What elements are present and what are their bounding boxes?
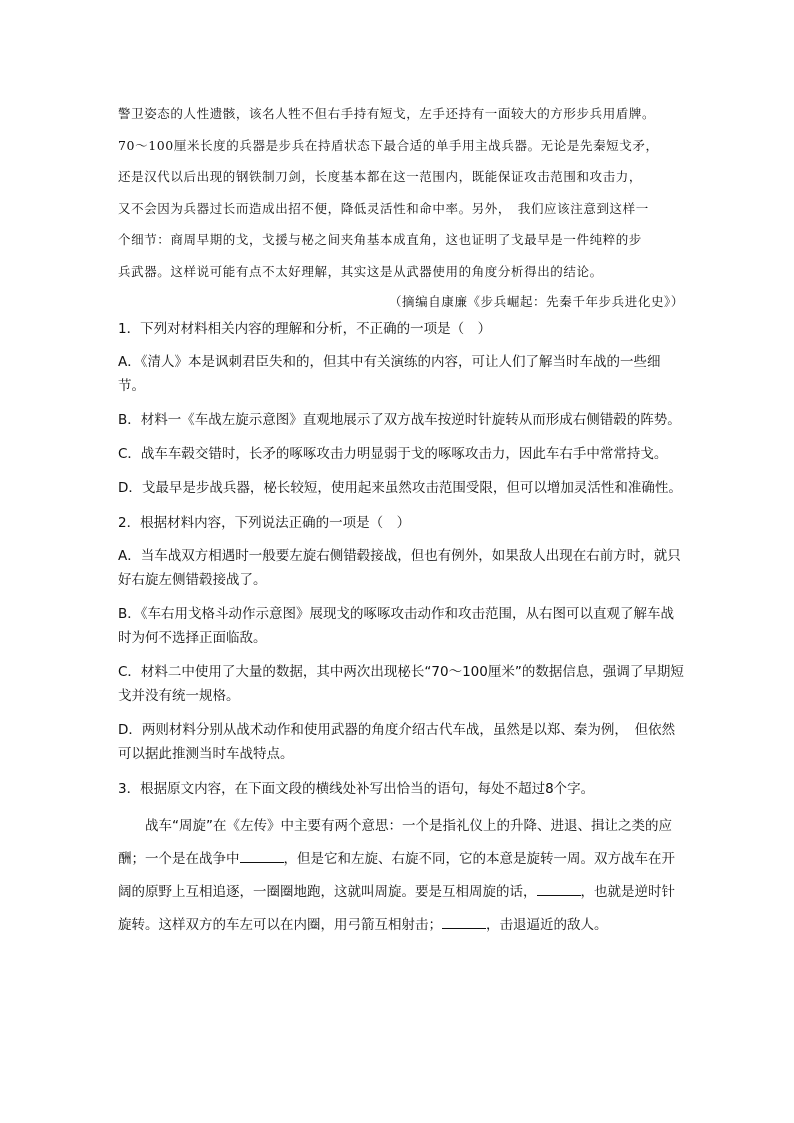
passage-line: 兵武器。这样说可能有点不太好理解，其实这是从武器使用的角度分析得出的结论。 <box>118 263 603 279</box>
fill-in-paragraph <box>118 810 684 942</box>
answer-blank[interactable] <box>442 914 486 929</box>
question-3 <box>118 778 684 942</box>
question-2 <box>118 512 684 766</box>
passage-line: 70～100厘米长度的兵器是步兵在持盾状态下最合适的单手用主战兵器。无论是先秦短戈矛， <box>118 137 659 153</box>
option-a: A．《清人》本是讽刺君臣失和的，但其中有关演练的内容，可让人们了解当时车战的一些细节。 <box>118 354 661 394</box>
option-d: D．戈最早是步战兵器，柲长较短，使用起来虽然攻击范围受限，但可以增加灵活性和准确性。 <box>118 480 682 496</box>
question-1 <box>118 318 684 500</box>
question-stem: 3．根据原文内容，在下面文段的横线处补写出恰当的语句，每处不超过8个字。 <box>118 781 595 797</box>
questions-section <box>118 318 684 942</box>
passage-line: 还是汉代以后出现的钢铁制刀剑，长度基本都在这一范围内，既能保证攻击范围和攻击力， <box>118 169 643 184</box>
passage-line: 又不会因为兵器过长而造成出招不便，降低灵活性和命中率。另外， 我们应该注意到这样一 <box>118 200 649 216</box>
paragraph-text: ，击退逼近的敌人。 <box>486 917 608 933</box>
option-c: C．材料二中使用了大量的数据，其中两次出现柲长“70～100厘米”的数据信息，强调了早期短戈并没有统一规格。 <box>118 664 684 704</box>
answer-blank[interactable] <box>240 848 284 863</box>
option-b: B．材料一《车战左旋示意图》直观地展示了双方战车按逆时针旋转从而形成右侧错毂的阵势。 <box>118 412 681 428</box>
paragraph-text: ，也就是逆时针旋转。这样双方的车左可以在内圈，用弓箭互相射击； <box>118 884 675 933</box>
passage-line: 个细节：商周早期的戈，戈援与柲之间夹角基本成直角，这也证明了戈最早是一件纯粹的步 <box>118 232 643 247</box>
reading-passage <box>118 103 684 313</box>
question-stem: 2．根据材料内容，下列说法正确的一项是（ ） <box>118 515 411 531</box>
option-c: C．战车车毂交错时，长矛的啄啄攻击力明显弱于戈的啄啄攻击力，因此车右手中常常持戈。 <box>118 446 668 462</box>
option-a: A．当车战双方相遇时一般要左旋右侧错毂接战，但也有例外，如果敌人出现在右前方时，就只好右旋左侧错毂接战了。 <box>118 548 681 588</box>
paragraph-text: ，但是它和左旋、右旋不同，它的本意是旋转一周。双方战车在开阔的原野上互相追逐，一圈圈地跑，这就叫周旋。要是互相周旋的话， <box>118 851 675 900</box>
passage-source: （摘编自康廉《步兵崛起：先秦千年步兵进化史》） <box>388 294 684 309</box>
passage-line: 警卫姿态的人性遗骸，该名人牲不但右手持有短戈，左手还持有一面较大的方形步兵用盾牌。 <box>118 106 656 121</box>
answer-blank[interactable] <box>537 881 581 896</box>
question-stem: 1．下列对材料相关内容的理解和分析，不正确的一项是（ ） <box>118 321 492 337</box>
paragraph-text: 战车“周旋”在《左传》中主要有两个意思：一个是指礼仪上的升降、进退、揖让之类的应酬；一个是在战争中 <box>118 818 672 867</box>
option-d: D．两则材料分别从战术动作和使用武器的角度介绍古代车战，虽然是以郑、秦为例， 但依然可以据此推测当时车战特点。 <box>118 722 676 762</box>
option-b: B．《车右用戈格斗动作示意图》展现戈的啄啄攻击动作和攻击范围，从右图可以直观了解车战时为何不选择正面临敌。 <box>118 606 675 646</box>
